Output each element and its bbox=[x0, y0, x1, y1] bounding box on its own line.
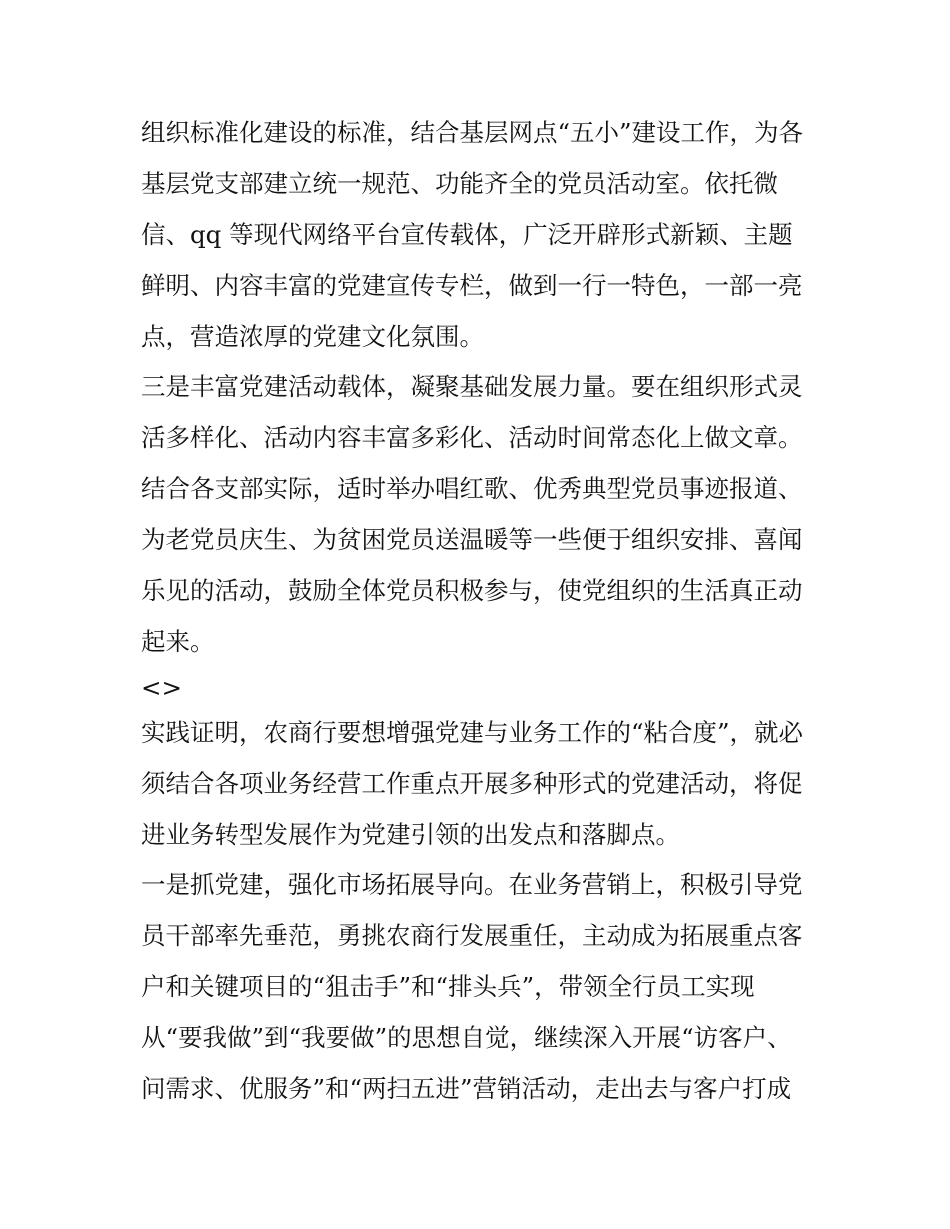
text-line: 点，营造浓厚的党建文化氛围。 bbox=[141, 321, 484, 351]
text-line: 为老党员庆生、为贫困党员送温暖等一些便于组织安排、喜闻 bbox=[141, 525, 803, 555]
text-line: 鲜明、内容丰富的党建宣传专栏，做到一行一特色，一部一亮 bbox=[141, 270, 803, 300]
text-line: 起来。 bbox=[141, 626, 215, 656]
text-line: 结合各支部实际，适时举办唱红歌、优秀典型党员事迹报道、 bbox=[141, 474, 803, 504]
text-line: 活多样化、活动内容丰富多彩化、活动时间常态化上做文章。 bbox=[141, 423, 803, 453]
document-body bbox=[141, 108, 821, 1115]
text-line: 进业务转型发展作为党建引领的出发点和落脚点。 bbox=[141, 819, 680, 849]
text-line: 实践证明，农商行要想增强党建与业务工作的“粘合度”，就必 bbox=[141, 717, 804, 747]
text-line: 三是丰富党建活动载体，凝聚基础发展力量。要在组织形式灵 bbox=[141, 372, 803, 402]
text-line: 组织标准化建设的标准，结合基层网点“五小”建设工作，为各 bbox=[141, 118, 804, 147]
text-line: 须结合各项业务经营工作重点开展多种形式的党建活动，将促 bbox=[141, 768, 803, 798]
text-line: 问需求、优服务”和“两扫五进”营销活动，走出去与客户打成 bbox=[141, 1074, 792, 1104]
text-line: 基层党支部建立统一规范、功能齐全的党员活动室。依托微 bbox=[141, 168, 778, 198]
placeholder-marker: <> bbox=[141, 672, 183, 702]
text-line: 从“要我做”到“我要做”的思想自觉，继续深入开展“访客户、 bbox=[141, 1023, 792, 1053]
text-line: 信、qq 等现代网络平台宣传载体，广泛开辟形式新颖、主题 bbox=[141, 219, 793, 249]
text-line: 乐见的活动，鼓励全体党员积极参与，使党组织的生活真正动 bbox=[141, 576, 803, 606]
text-line: 户和关键项目的“狙击手”和“排头兵”，带领全行员工实现 bbox=[141, 972, 755, 1002]
text-line: 员干部率先垂范，勇挑农商行发展重任，主动成为拓展重点客 bbox=[141, 921, 803, 951]
text-line: 一是抓党建，强化市场拓展导向。在业务营销上，积极引导党 bbox=[141, 870, 803, 900]
